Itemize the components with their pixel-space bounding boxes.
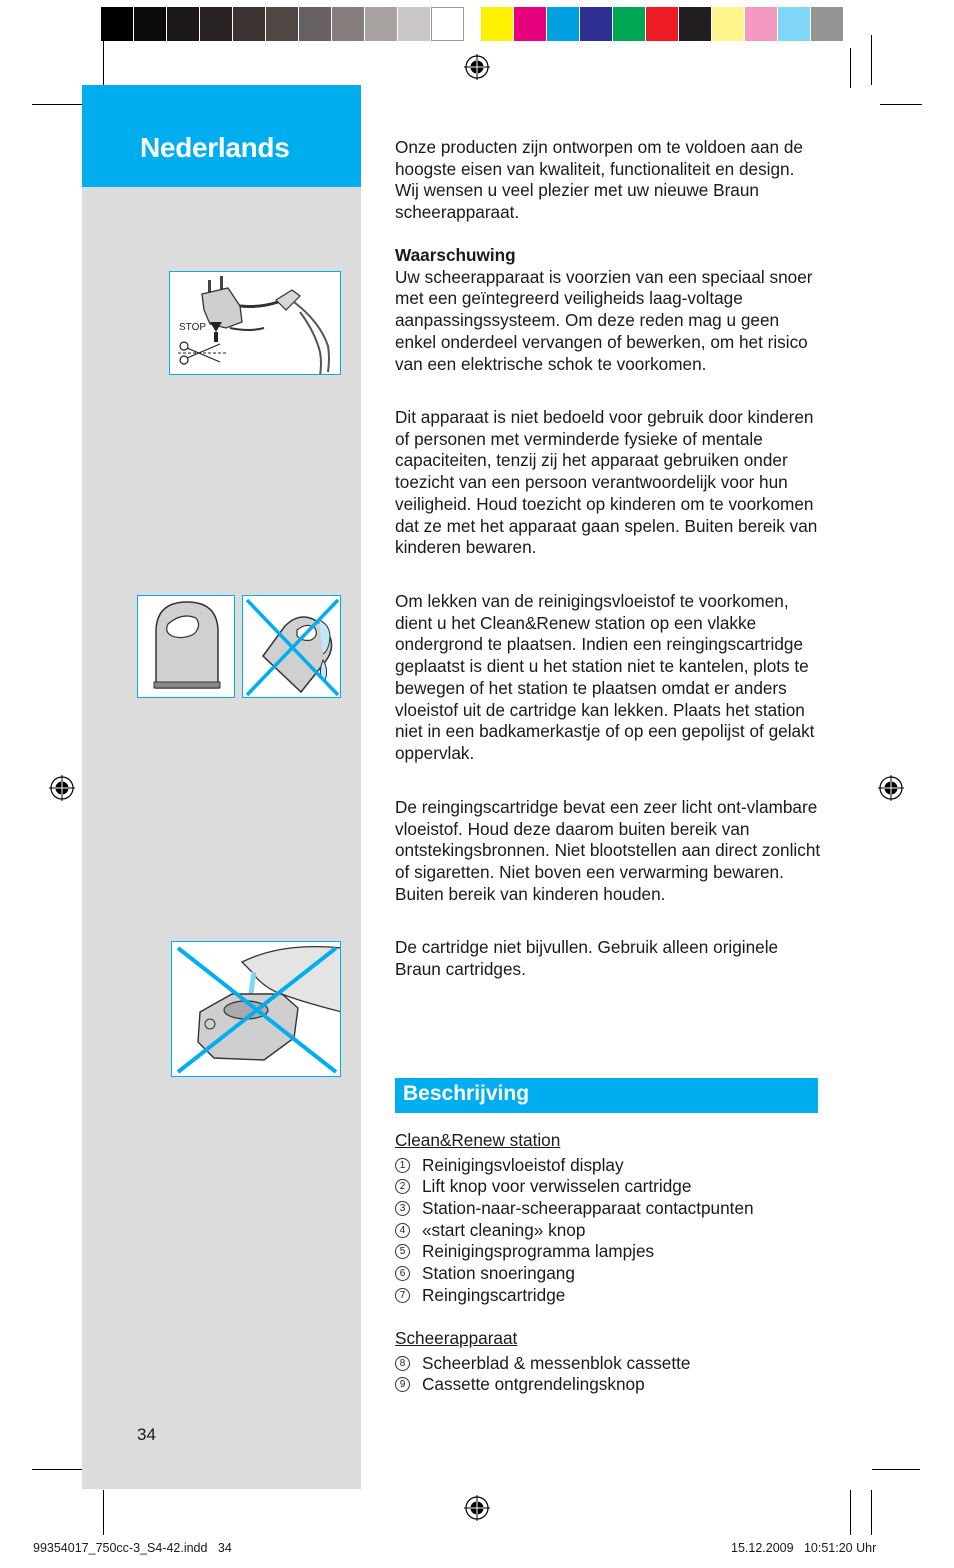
footer-file-info: 99354017_750cc-3_S4-42.indd 34 <box>33 1541 232 1555</box>
item-number-badge: 6 <box>395 1266 410 1281</box>
color-swatch <box>398 7 431 41</box>
refill-forbidden-icon <box>172 942 341 1077</box>
crop-mark <box>872 1469 920 1470</box>
station-parts-list <box>395 1130 823 1307</box>
intro-text: Onze producten zijn ontworpen om te voldoen aan de hoogste eisen van kwaliteit, functionaliteit en design. Wij wensen u veel plezier met uw nieuwe Braun scheerapparaat. <box>395 137 803 223</box>
footer-timestamp: 15.12.2009 10:51:20 Uhr <box>731 1541 877 1555</box>
item-label: Station-naar-scheerapparaat contactpunten <box>422 1198 754 1219</box>
color-swatch <box>547 7 580 41</box>
station-upright-icon <box>138 596 235 698</box>
crop-mark <box>32 104 82 105</box>
warning-paragraph-3-block <box>395 591 823 765</box>
item-label: Scheerblad & messenblok cassette <box>422 1352 691 1373</box>
list-item <box>395 1241 823 1263</box>
color-swatch <box>332 7 365 41</box>
color-swatch <box>811 7 844 41</box>
crop-mark <box>880 104 922 105</box>
crop-mark <box>103 1490 104 1535</box>
list-item <box>395 1155 823 1177</box>
page-title: Nederlands <box>140 132 290 163</box>
color-swatch <box>365 7 398 41</box>
crop-mark <box>850 1490 851 1535</box>
warning-paragraph-2-block <box>395 407 823 559</box>
item-label: Reinigingsvloeistof display <box>422 1154 624 1175</box>
warning-paragraph-5: De cartridge niet bijvullen. Gebruik alleen originele Braun cartridges. <box>395 937 779 979</box>
item-label: Reingingscartridge <box>422 1284 566 1305</box>
station-heading: Clean&Renew station <box>395 1130 561 1150</box>
list-item <box>395 1263 823 1285</box>
crop-mark <box>103 35 104 85</box>
warning-paragraph-3: Om lekken van de reinigingsvloeistof te voorkomen, dient u het Clean&Renew station op een vlakke ondergrond te plaatsen. Indien een reingingscartridge geplaatst is dient u het station niet te kantelen, plots te bewegen of het station te plaatsen omdat er anders vloeistof uit de cartridge kan lekken. Plaats het station niet in een badkamerkastje of op een gepolijst of gelakt oppervlak. <box>395 591 815 763</box>
warning-paragraph-2: Dit apparaat is niet bedoeld voor gebruik door kinderen of personen met verminderde fysieke of mentale capaciteiten, tenzij zij het apparaat gebruiken onder toezicht van een persoon verantwoordelijk voor hun veiligheid. Houd toezicht op kinderen om te voorkomen dat ze met het apparaat gaan spelen. Buiten bereik van kinderen bewaren. <box>395 407 818 558</box>
color-swatch <box>431 7 464 41</box>
color-swatch <box>778 7 811 41</box>
warning-paragraph-4-block <box>395 797 823 906</box>
color-swatch <box>679 7 712 41</box>
registration-mark-icon <box>464 1495 490 1521</box>
warning-section <box>395 245 823 375</box>
warning-title: Waarschuwing <box>395 245 516 265</box>
illustration-plug-do-not-cut <box>169 271 341 375</box>
list-item <box>395 1353 823 1375</box>
color-swatch <box>101 7 134 41</box>
item-number-badge: 8 <box>395 1356 410 1371</box>
description-title: Beschrijving <box>403 1082 530 1105</box>
description-section-header <box>395 1078 818 1113</box>
station-tilted-icon <box>243 596 341 698</box>
color-swatch <box>299 7 332 41</box>
language-header <box>82 85 361 187</box>
item-label: Lift knop voor verwisselen cartridge <box>422 1176 692 1197</box>
color-swatch <box>514 7 547 41</box>
item-number-badge: 5 <box>395 1244 410 1259</box>
color-swatch <box>167 7 200 41</box>
item-label: «start cleaning» knop <box>422 1219 586 1240</box>
list-item <box>395 1220 823 1242</box>
color-swatch <box>712 7 745 41</box>
item-number-badge: 4 <box>395 1223 410 1238</box>
warning-paragraph-4b: Buiten bereik van kinderen houden. <box>395 883 666 904</box>
warning-paragraph-5-block <box>395 937 823 980</box>
item-number-badge: 9 <box>395 1377 410 1392</box>
registration-mark-icon <box>49 775 75 801</box>
item-label: Cassette ontgrendelingsknop <box>422 1374 645 1395</box>
crop-mark <box>850 48 851 88</box>
list-item <box>395 1176 823 1198</box>
item-number-badge: 7 <box>395 1288 410 1303</box>
color-swatch <box>745 7 778 41</box>
registration-mark-icon <box>464 54 490 80</box>
color-swatch <box>580 7 613 41</box>
color-swatch <box>134 7 167 41</box>
color-swatch <box>646 7 679 41</box>
crop-mark <box>871 1490 872 1535</box>
list-item <box>395 1198 823 1220</box>
shaver-parts-list <box>395 1328 823 1396</box>
intro-paragraph <box>395 137 823 224</box>
color-swatch <box>613 7 646 41</box>
illustration-do-not-refill-crossed <box>171 941 341 1077</box>
color-swatch <box>200 7 233 41</box>
crop-mark <box>32 1469 82 1470</box>
plug-cord-icon <box>170 272 341 375</box>
crop-mark <box>871 35 872 85</box>
item-label: Station snoeringang <box>422 1263 575 1284</box>
illustration-station-upright <box>137 595 235 698</box>
page-number: 34 <box>137 1425 156 1444</box>
warning-paragraph-1: Uw scheerapparaat is voorzien van een speciaal snoer met een geïntegreerd veiligheids laag-voltage aanpassingssysteem. Om deze reden mag u geen enkel onderdeel vervangen of bewerken, om het risico van een elektrische schok te voorkomen. <box>395 266 813 374</box>
item-number-badge: 3 <box>395 1201 410 1216</box>
item-number-badge: 2 <box>395 1179 410 1194</box>
color-calibration-bar-grays <box>101 7 464 41</box>
illustration-station-tilted-crossed <box>242 595 341 698</box>
registration-mark-icon <box>878 775 904 801</box>
item-number-badge: 1 <box>395 1158 410 1173</box>
color-calibration-bar-colors <box>481 7 844 41</box>
list-item <box>395 1285 823 1307</box>
color-swatch <box>266 7 299 41</box>
list-item <box>395 1374 823 1396</box>
color-swatch <box>481 7 514 41</box>
stop-label: STOP <box>179 322 207 333</box>
color-swatch <box>233 7 266 41</box>
shaver-heading: Scheerapparaat <box>395 1328 518 1348</box>
item-label: Reinigingsprogramma lampjes <box>422 1241 655 1262</box>
warning-paragraph-4: De reingingscartridge bevat een zeer licht ont-vlambare vloeistof. Houd deze daarom buiten bereik van ontstekingsbronnen. Niet blootstellen aan direct zonlicht of sigaretten. Niet boven een verwarming bewaren. <box>395 797 821 883</box>
